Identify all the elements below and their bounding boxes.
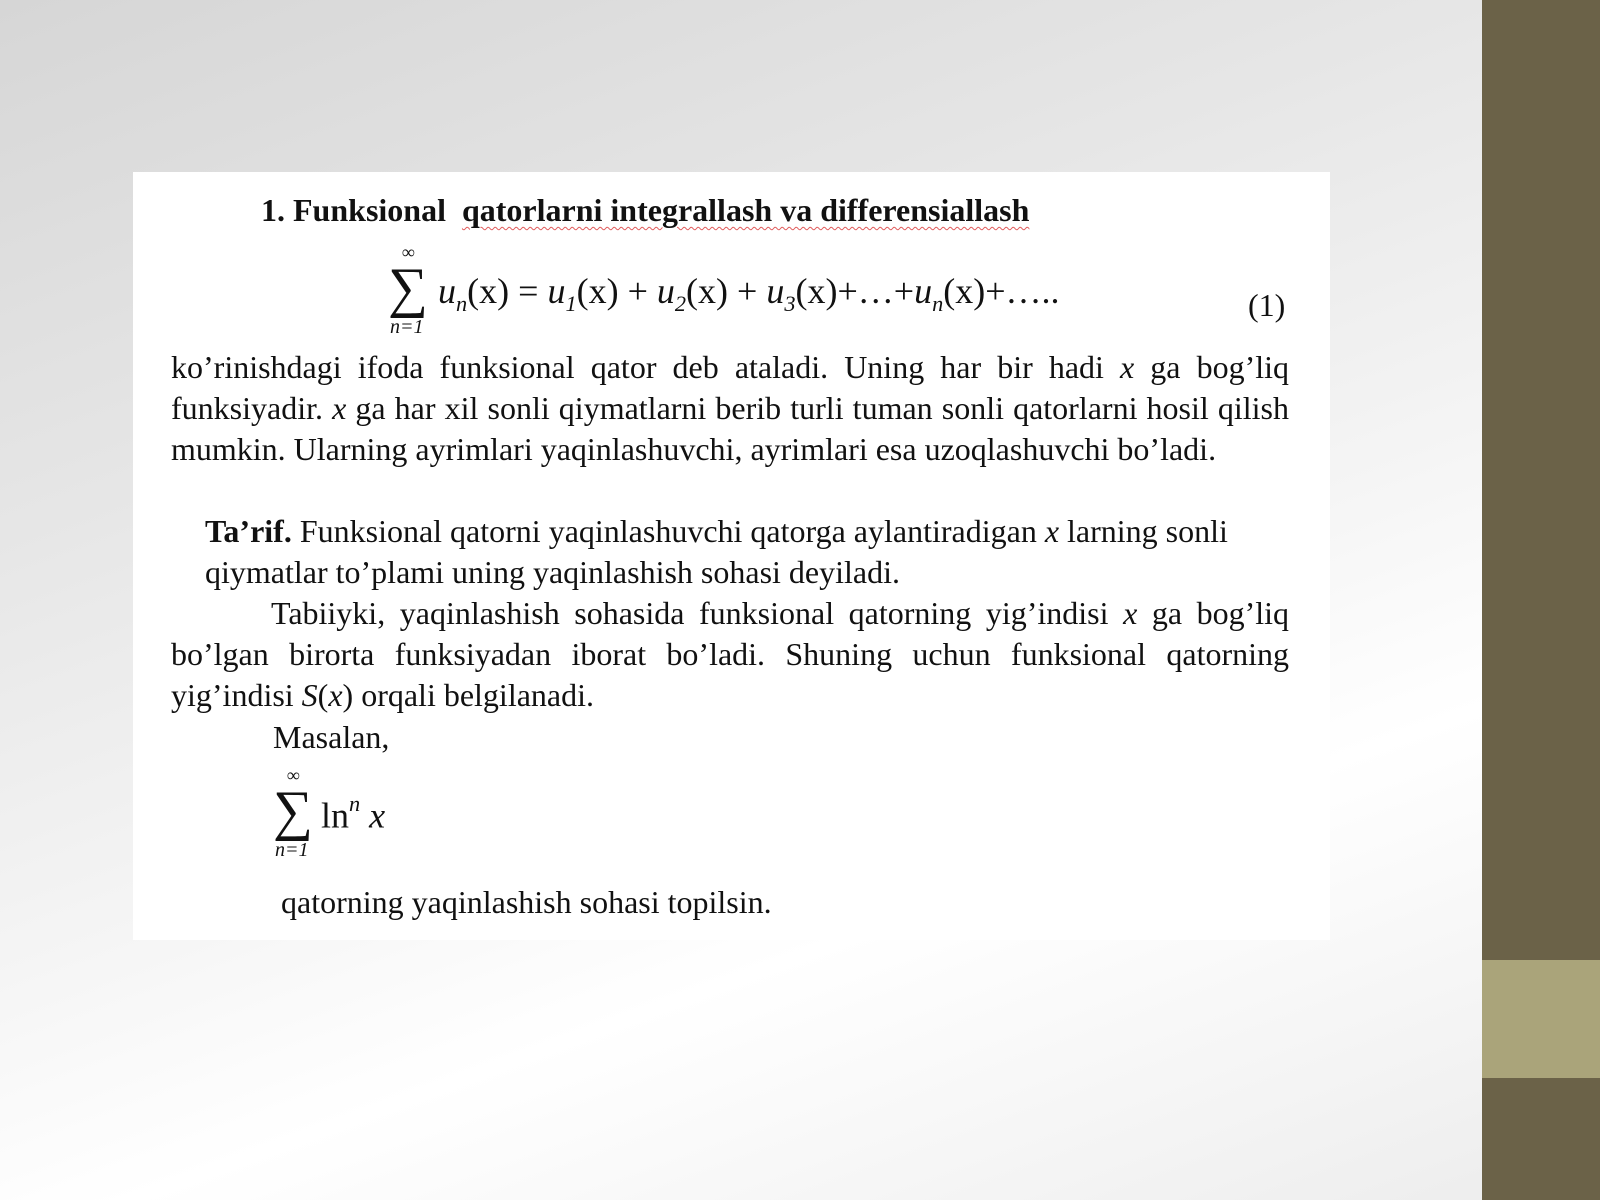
definition-label: Ta’rif.: [205, 513, 292, 549]
sum-symbol: ∑: [273, 780, 313, 842]
series-formula: [388, 244, 1188, 344]
side-accent: [1482, 960, 1600, 1078]
definition-paragraph: Ta’rif. Funksional qatorni yaqinlashuvchi qatorga aylantiradigan x larning sonli qiymatlar to’plami uning yaqinlashish sohasi deyiladi.: [205, 513, 1228, 590]
section-title-rest: qatorlarni integrallash va differensiallash: [461, 192, 1030, 228]
sum-symbol: ∑: [388, 257, 428, 319]
series-expression: $u_n(x) = u_1(x) + u_2(x)$ + $u_3(x)+\dots+u_n(x)+\dots$..: [438, 271, 1060, 316]
paragraph-sum-notation: Tabiiyki, yaqinlashish sohasida funksional qatorning yig’indisi x ga bog’liq bo’lgan birorta funksiyadan iborat bo’ladi. Shuning uchun funksional qatorning yig’indisi S(x) orqali belgilanadi.: [171, 595, 1289, 713]
slide-sheet: [133, 172, 1330, 940]
sum-lower-limit: n=1: [275, 839, 309, 861]
sum-upper-limit: ∞: [287, 765, 300, 785]
task-sentence: qatorning yaqinlashish sohasi topilsin.: [281, 884, 772, 920]
example-label: Masalan,: [273, 719, 390, 755]
section-title-first-word: Funksional: [293, 192, 446, 228]
paragraph-definition-intro: ko’rinishdagi ifoda funksional qator deb ataladi. Uning har bir hadi x ga bog’liq funksiyadir. x ga har xil sonli qiymatlarni berib turli tuman sonli qatorlarni hosil qilish mumkin. Ularning ayrimlari yaqinlashuvchi, ayrimlari esa uzoqlashuvchi bo’ladi.: [171, 349, 1290, 467]
section-heading: [261, 192, 1029, 229]
example-formula: [273, 767, 473, 867]
sum-upper-limit: ∞: [402, 242, 415, 262]
example-expression: $\ln^n x$: [321, 791, 386, 836]
equation-number: (1): [1248, 287, 1286, 323]
sum-lower-limit: n=1: [390, 316, 424, 338]
section-number: 1.: [261, 192, 285, 228]
